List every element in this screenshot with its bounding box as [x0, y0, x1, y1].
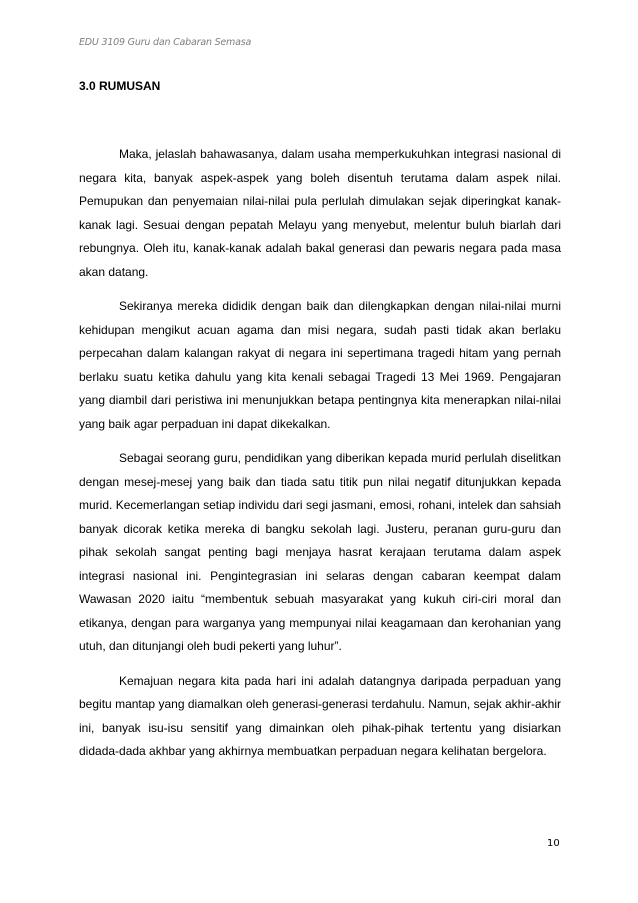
paragraph-4: Kemajuan negara kita pada hari ini adalah datangnya daripada perpaduan yang begitu mantap yang diamalkan oleh generasi-generasi terdahulu. Namun, sejak akhir-akhir ini, banyak isu-isu sensitif yang dimainkan oleh pihak-pihak tertentu yang disiarkan didada-dada akhbar yang akhirnya membuatkan perpaduan negara kelihatan bergelora.	[79, 673, 561, 758]
running-header: EDU 3109 Guru dan Cabaran Semasa	[79, 37, 252, 48]
page-number: 10	[547, 838, 560, 849]
paragraph-3: Sebagai seorang guru, pendidikan yang diberikan kepada murid perlulah diselitkan dengan mesej-mesej yang baik dan tiada satu titik pun nilai negatif ditunjukkan kepada murid. Kecemerlangan setiap individu dari segi jasmani, emosi, rohani, intelek dan sahsiah banyak dicorak ketika mereka di bangku sekolah lagi. Justeru, peranan guru-guru dan pihak sekolah sangat penting bagi menjaya hasrat kerajaan terutama dalam aspek integrasi nasional ini. Pengintegrasian ini selaras dengan cabaran keempat dalam Wawasan 2020 iaitu “membentuk sebuah masyarakat yang kukuh ciri-ciri moral dan etikanya, dengan para warganya yang mempunyai nilai keagamaan dan kerohanian yang utuh, dan ditunjangi oleh budi pekerti yang luhur”.	[79, 451, 561, 653]
section-heading: 3.0 RUMUSAN	[79, 79, 161, 93]
paragraph-1: Maka, jelaslah bahawasanya, dalam usaha memperkukuhkan integrasi nasional di negara kita, banyak aspek-aspek yang boleh disentuh terutama dalam aspek nilai. Pemupukan dan penyemaian nilai-nilai pula perlulah dimulakan sejak diperingkat kanak-kanak lagi. Sesuai dengan pepatah Melayu yang menyebut, melentur buluh biarlah dari rebungnya. Oleh itu, kanak-kanak adalah bakal generasi dan pewaris negara pada masa akan datang.	[79, 147, 561, 279]
body-text	[79, 143, 561, 775]
paragraph-2: Sekiranya mereka dididik dengan baik dan dilengkapkan dengan nilai-nilai murni kehidupan mengikut acuan agama dan misi negara, sudah pasti tidak akan berlaku perpecahan dalam kalangan rakyat di negara ini sepertimana tragedi hitam yang pernah berlaku suatu ketika dahulu yang kita kenali sebagai Tragedi 13 Mei 1969. Pengajaran yang diambil dari peristiwa ini menunjukkan betapa pentingnya kita menerapkan nilai-nilai yang baik agar perpaduan ini dapat dikekalkan.	[79, 299, 561, 431]
